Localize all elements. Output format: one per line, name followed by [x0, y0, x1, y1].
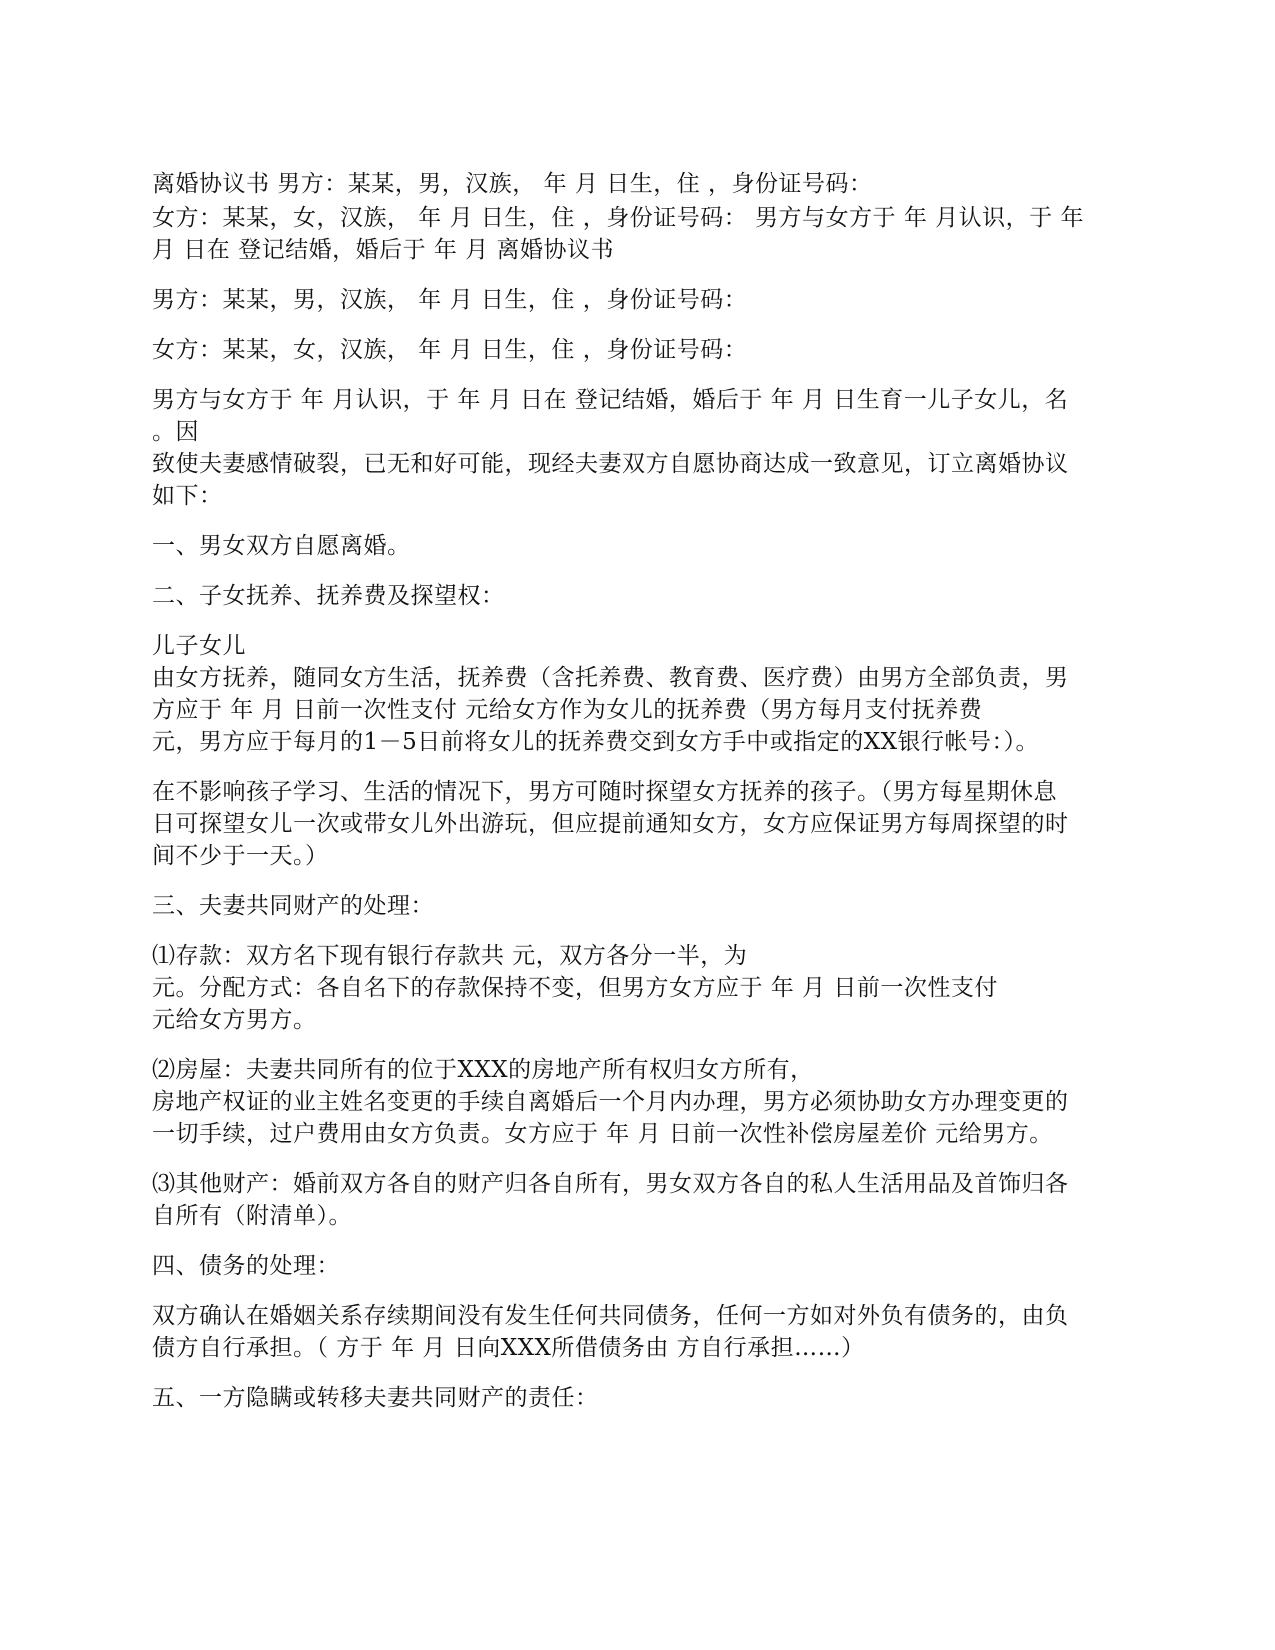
- text-line: 五、一方隐瞒或转移夫妻共同财产的责任：: [152, 1385, 599, 1411]
- paragraph: [152, 384, 1132, 512]
- paragraph: [152, 168, 1132, 200]
- text-line: 元，男方应于每月的1－5日前将女儿的抚养费交到女方手中或指定的XX银行帐号：）。: [152, 729, 1040, 755]
- paragraph: [152, 1250, 1132, 1282]
- paragraph: [152, 530, 1132, 562]
- text-line: 一、男女双方自愿离婚。: [152, 533, 411, 559]
- text-line: 男方：某某，男，汉族， 年 月 日生，住 ，身份证号码：: [152, 287, 748, 313]
- paragraph: [152, 940, 1132, 1036]
- text-line: ⑴存款：双方名下现有银行存款共 元，双方各分一半，为: [152, 943, 748, 969]
- text-line: ⑶其他财产：婚前双方各自的财产归各自所有，男女双方各自的私人生活用品及首饰归各: [152, 1171, 1069, 1197]
- text-line: 二、子女抚养、抚养费及探望权：: [152, 583, 505, 609]
- text-line: 女方：某某，女，汉族， 年 月 日生，住 ，身份证号码： 男方与女方于 年 月认识，于 年: [152, 205, 1084, 231]
- text-line: 。因: [152, 419, 199, 445]
- paragraph: [152, 890, 1132, 922]
- text-line: 致使夫妻感情破裂，已无和好可能，现经夫妻双方自愿协商达成一致意见，订立离婚协议: [152, 451, 1069, 477]
- document-body: [152, 168, 1132, 1432]
- text-line: 由女方抚养，随同女方生活，抚养费（含托养费、教育费、医疗费）由男方全部负责，男: [152, 665, 1069, 691]
- text-line: 月 日在 登记结婚，婚后于 年 月 离婚协议书: [152, 237, 615, 263]
- paragraph: [152, 776, 1132, 872]
- text-line: 三、夫妻共同财产的处理：: [152, 893, 434, 919]
- text-line: 元给女方男方。: [152, 1007, 317, 1033]
- paragraph: [152, 334, 1132, 366]
- text-line: 女方：某某，女，汉族， 年 月 日生，住 ，身份证号码：: [152, 337, 748, 363]
- text-line: 元。分配方式：各自名下的存款保持不变，但男方女方应于 年 月 日前一次性支付: [152, 975, 998, 1001]
- text-line: 儿子女儿: [152, 633, 246, 659]
- text-line: 日可探望女儿一次或带女儿外出游玩，但应提前通知女方，女方应保证男方每周探望的时: [152, 811, 1069, 837]
- text-line: 一切手续，过户费用由女方负责。女方应于 年 月 日前一次性补偿房屋差价 元给男方。: [152, 1121, 1053, 1147]
- paragraph: [152, 1300, 1132, 1364]
- text-line: 双方确认在婚姻关系存续期间没有发生任何共同债务，任何一方如对外负有债务的，由负: [152, 1303, 1069, 1329]
- text-line: ⑵房屋：夫妻共同所有的位于XXX的房地产所有权归女方所有，: [152, 1057, 814, 1083]
- paragraph: [152, 580, 1132, 612]
- paragraph: [152, 202, 1132, 266]
- text-line: 离婚协议书 男方：某某，男，汉族， 年 月 日生，住 ，身份证号码：: [152, 171, 873, 197]
- paragraph: [152, 284, 1132, 316]
- text-line: 自所有（附清单）。: [152, 1203, 352, 1229]
- text-line: 四、债务的处理：: [152, 1253, 340, 1279]
- paragraph: [152, 1054, 1132, 1150]
- paragraph: [152, 1168, 1132, 1232]
- text-line: 方应于 年 月 日前一次性支付 元给女方作为女儿的抚养费（男方每月支付抚养费: [152, 697, 983, 723]
- text-line: 房地产权证的业主姓名变更的手续自离婚后一个月内办理，男方必须协助女方办理变更的: [152, 1089, 1069, 1115]
- text-line: 间不少于一天。）: [152, 843, 329, 869]
- text-line: 男方与女方于 年 月认识，于 年 月 日在 登记结婚，婚后于 年 月 日生育一儿子女儿，名: [152, 387, 1069, 413]
- text-line: 在不影响孩子学习、生活的情况下，男方可随时探望女方抚养的孩子。（男方每星期休息: [152, 779, 1057, 805]
- paragraph: [152, 630, 1132, 758]
- text-line: 如下：: [152, 483, 223, 509]
- text-line: 债方自行承担。（ 方于 年 月 日向XXX所借债务由 方自行承担……）: [152, 1335, 865, 1361]
- paragraph: [152, 1382, 1132, 1414]
